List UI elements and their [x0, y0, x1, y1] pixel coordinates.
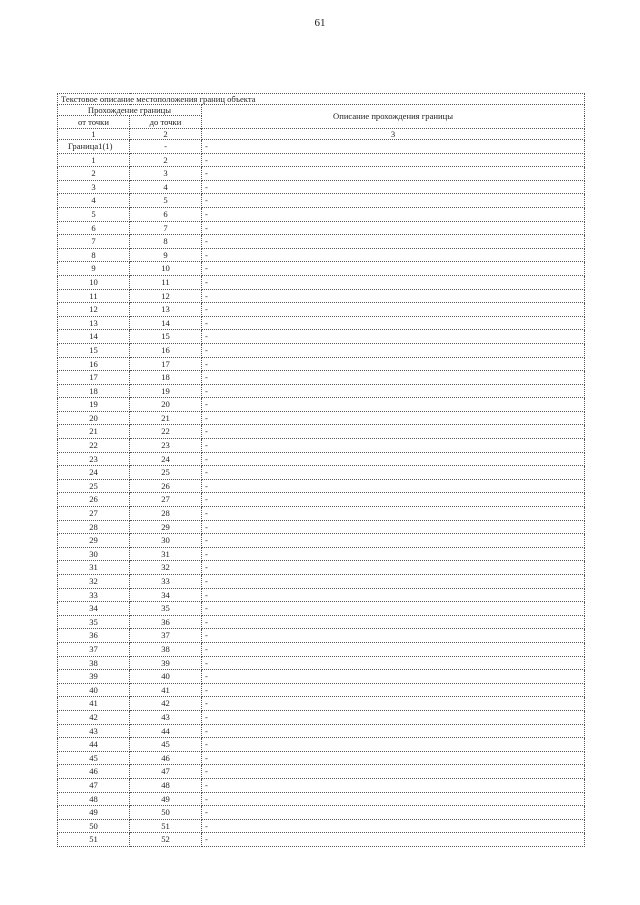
cell-to-point: 15: [130, 330, 202, 344]
cell-description: -: [202, 289, 585, 303]
table-row: [58, 819, 585, 833]
cell-description: -: [202, 724, 585, 738]
cell-to-point: 18: [130, 371, 202, 385]
cell-from-point: 43: [58, 724, 130, 738]
cell-to-point: 37: [130, 629, 202, 643]
table-title: Текстовое описание местоположения границ объекта: [58, 94, 585, 105]
column-number-from: 1: [58, 129, 130, 140]
table-row: [58, 642, 585, 656]
cell-to-point: 30: [130, 534, 202, 548]
cell-to-point: 28: [130, 507, 202, 521]
cell-description: -: [202, 575, 585, 589]
cell-description: -: [202, 235, 585, 249]
cell-description: -: [202, 357, 585, 371]
cell-from-point: 28: [58, 520, 130, 534]
cell-to-point: 42: [130, 697, 202, 711]
cell-from-point: 35: [58, 615, 130, 629]
cell-to-point: 26: [130, 479, 202, 493]
table-row: [58, 275, 585, 289]
cell-description: -: [202, 833, 585, 847]
cell-from-point: 4: [58, 194, 130, 208]
cell-from-point: 11: [58, 289, 130, 303]
page-number: 61: [314, 17, 326, 29]
cell-from-point: 22: [58, 439, 130, 453]
cell-from-point: 51: [58, 833, 130, 847]
table-row: [58, 778, 585, 792]
cell-to-point: 27: [130, 493, 202, 507]
cell-to-point: 19: [130, 384, 202, 398]
cell-to-point: 11: [130, 275, 202, 289]
cell-from-point: 17: [58, 371, 130, 385]
cell-description: -: [202, 221, 585, 235]
cell-description: -: [202, 384, 585, 398]
table-row: [58, 792, 585, 806]
table-row: [58, 316, 585, 330]
table-row: [58, 452, 585, 466]
table-row: [58, 738, 585, 752]
cell-from-point: 26: [58, 493, 130, 507]
cell-from-point: 41: [58, 697, 130, 711]
column-number-description: 3: [202, 129, 585, 140]
table-row: [58, 194, 585, 208]
cell-description: -: [202, 207, 585, 221]
table-body: [58, 140, 585, 847]
table-row: [58, 303, 585, 317]
cell-to-point: 36: [130, 615, 202, 629]
table-row: [58, 180, 585, 194]
cell-to-point: 17: [130, 357, 202, 371]
cell-from-point: 3: [58, 180, 130, 194]
cell-from-point: 50: [58, 819, 130, 833]
cell-from-point: 39: [58, 670, 130, 684]
cell-to-point: 20: [130, 398, 202, 412]
cell-from-point: Граница1(1): [58, 140, 130, 154]
cell-from-point: 15: [58, 343, 130, 357]
cell-from-point: 23: [58, 452, 130, 466]
cell-to-point: 31: [130, 547, 202, 561]
cell-description: -: [202, 738, 585, 752]
table-row: [58, 425, 585, 439]
table-row: [58, 384, 585, 398]
table-row: [58, 330, 585, 344]
table-row: [58, 670, 585, 684]
cell-from-point: 37: [58, 642, 130, 656]
cell-from-point: 21: [58, 425, 130, 439]
cell-description: -: [202, 792, 585, 806]
table-row: [58, 289, 585, 303]
cell-to-point: 9: [130, 248, 202, 262]
table-row: [58, 343, 585, 357]
cell-description: -: [202, 806, 585, 820]
table-row: [58, 493, 585, 507]
table-row: [58, 833, 585, 847]
cell-description: -: [202, 534, 585, 548]
column-header-from: от точки: [58, 116, 130, 129]
table-row: [58, 534, 585, 548]
table-row: [58, 221, 585, 235]
cell-from-point: 31: [58, 561, 130, 575]
cell-from-point: 30: [58, 547, 130, 561]
cell-to-point: -: [130, 140, 202, 154]
cell-to-point: 40: [130, 670, 202, 684]
cell-description: -: [202, 330, 585, 344]
cell-description: -: [202, 439, 585, 453]
cell-from-point: 46: [58, 765, 130, 779]
cell-to-point: 50: [130, 806, 202, 820]
cell-to-point: 5: [130, 194, 202, 208]
cell-from-point: 45: [58, 751, 130, 765]
table-row: [58, 751, 585, 765]
cell-description: -: [202, 466, 585, 480]
cell-to-point: 12: [130, 289, 202, 303]
boundary-description-table: [57, 93, 585, 847]
cell-from-point: 24: [58, 466, 130, 480]
table-row: [58, 629, 585, 643]
table-row: [58, 561, 585, 575]
table-row: [58, 167, 585, 181]
cell-description: -: [202, 642, 585, 656]
cell-from-point: 8: [58, 248, 130, 262]
cell-from-point: 42: [58, 710, 130, 724]
cell-description: -: [202, 316, 585, 330]
cell-to-point: 44: [130, 724, 202, 738]
cell-from-point: 48: [58, 792, 130, 806]
cell-to-point: 10: [130, 262, 202, 276]
cell-description: -: [202, 493, 585, 507]
group-header: Прохождение границы: [58, 105, 202, 116]
cell-description: -: [202, 629, 585, 643]
cell-from-point: 1: [58, 153, 130, 167]
cell-to-point: 2: [130, 153, 202, 167]
cell-from-point: 36: [58, 629, 130, 643]
cell-description: -: [202, 411, 585, 425]
table-row: [58, 710, 585, 724]
cell-description: -: [202, 425, 585, 439]
cell-description: -: [202, 140, 585, 154]
table-row: [58, 262, 585, 276]
cell-from-point: 14: [58, 330, 130, 344]
cell-from-point: 10: [58, 275, 130, 289]
cell-description: -: [202, 751, 585, 765]
cell-from-point: 25: [58, 479, 130, 493]
cell-from-point: 38: [58, 656, 130, 670]
cell-to-point: 43: [130, 710, 202, 724]
cell-description: -: [202, 507, 585, 521]
table-row: [58, 371, 585, 385]
cell-to-point: 52: [130, 833, 202, 847]
cell-to-point: 33: [130, 575, 202, 589]
cell-description: -: [202, 656, 585, 670]
cell-description: -: [202, 180, 585, 194]
cell-description: -: [202, 398, 585, 412]
cell-to-point: 14: [130, 316, 202, 330]
cell-description: -: [202, 683, 585, 697]
cell-to-point: 4: [130, 180, 202, 194]
column-header-to: до точки: [130, 116, 202, 129]
table-row: [58, 588, 585, 602]
table-row: [58, 153, 585, 167]
cell-to-point: 16: [130, 343, 202, 357]
cell-to-point: 46: [130, 751, 202, 765]
cell-from-point: 18: [58, 384, 130, 398]
cell-description: -: [202, 262, 585, 276]
cell-to-point: 13: [130, 303, 202, 317]
cell-description: -: [202, 275, 585, 289]
cell-to-point: 7: [130, 221, 202, 235]
table-row: [58, 235, 585, 249]
cell-to-point: 47: [130, 765, 202, 779]
table-row: [58, 357, 585, 371]
cell-to-point: 39: [130, 656, 202, 670]
cell-from-point: 12: [58, 303, 130, 317]
cell-description: -: [202, 303, 585, 317]
column-header-description: Описание прохождения границы: [202, 105, 585, 129]
cell-from-point: 16: [58, 357, 130, 371]
cell-to-point: 32: [130, 561, 202, 575]
cell-description: -: [202, 371, 585, 385]
table-row: [58, 615, 585, 629]
cell-from-point: 2: [58, 167, 130, 181]
cell-to-point: 35: [130, 602, 202, 616]
cell-to-point: 51: [130, 819, 202, 833]
cell-from-point: 32: [58, 575, 130, 589]
cell-description: -: [202, 561, 585, 575]
table-row: [58, 398, 585, 412]
cell-to-point: 29: [130, 520, 202, 534]
cell-to-point: 24: [130, 452, 202, 466]
cell-to-point: 6: [130, 207, 202, 221]
table-row: [58, 466, 585, 480]
cell-description: -: [202, 194, 585, 208]
cell-description: -: [202, 615, 585, 629]
table-row: [58, 724, 585, 738]
cell-from-point: 5: [58, 207, 130, 221]
table-row: [58, 520, 585, 534]
cell-to-point: 8: [130, 235, 202, 249]
table-row: [58, 479, 585, 493]
cell-description: -: [202, 697, 585, 711]
table-row: [58, 248, 585, 262]
cell-to-point: 21: [130, 411, 202, 425]
table-row: [58, 697, 585, 711]
cell-description: -: [202, 167, 585, 181]
cell-from-point: 19: [58, 398, 130, 412]
cell-description: -: [202, 765, 585, 779]
cell-to-point: 22: [130, 425, 202, 439]
cell-description: -: [202, 479, 585, 493]
cell-description: -: [202, 778, 585, 792]
cell-description: -: [202, 452, 585, 466]
cell-description: -: [202, 153, 585, 167]
table-row: [58, 411, 585, 425]
table-row: [58, 602, 585, 616]
table-row: [58, 547, 585, 561]
cell-description: -: [202, 520, 585, 534]
table-row: [58, 507, 585, 521]
cell-from-point: 6: [58, 221, 130, 235]
cell-to-point: 45: [130, 738, 202, 752]
cell-to-point: 34: [130, 588, 202, 602]
cell-to-point: 48: [130, 778, 202, 792]
cell-from-point: 40: [58, 683, 130, 697]
column-number-to: 2: [130, 129, 202, 140]
cell-from-point: 34: [58, 602, 130, 616]
cell-to-point: 3: [130, 167, 202, 181]
cell-from-point: 29: [58, 534, 130, 548]
table-row: [58, 683, 585, 697]
table-row: [58, 656, 585, 670]
table-row: [58, 806, 585, 820]
cell-from-point: 20: [58, 411, 130, 425]
cell-description: -: [202, 602, 585, 616]
cell-description: -: [202, 248, 585, 262]
cell-from-point: 44: [58, 738, 130, 752]
table-row: [58, 575, 585, 589]
table-row: [58, 765, 585, 779]
cell-to-point: 49: [130, 792, 202, 806]
cell-description: -: [202, 710, 585, 724]
cell-description: -: [202, 547, 585, 561]
cell-from-point: 47: [58, 778, 130, 792]
cell-from-point: 7: [58, 235, 130, 249]
table-row: [58, 439, 585, 453]
cell-from-point: 27: [58, 507, 130, 521]
cell-description: -: [202, 588, 585, 602]
cell-from-point: 9: [58, 262, 130, 276]
table-row: [58, 140, 585, 154]
cell-from-point: 49: [58, 806, 130, 820]
cell-to-point: 23: [130, 439, 202, 453]
cell-description: -: [202, 670, 585, 684]
cell-to-point: 41: [130, 683, 202, 697]
cell-from-point: 33: [58, 588, 130, 602]
cell-to-point: 25: [130, 466, 202, 480]
table-row: [58, 207, 585, 221]
cell-description: -: [202, 819, 585, 833]
cell-to-point: 38: [130, 642, 202, 656]
cell-description: -: [202, 343, 585, 357]
cell-from-point: 13: [58, 316, 130, 330]
